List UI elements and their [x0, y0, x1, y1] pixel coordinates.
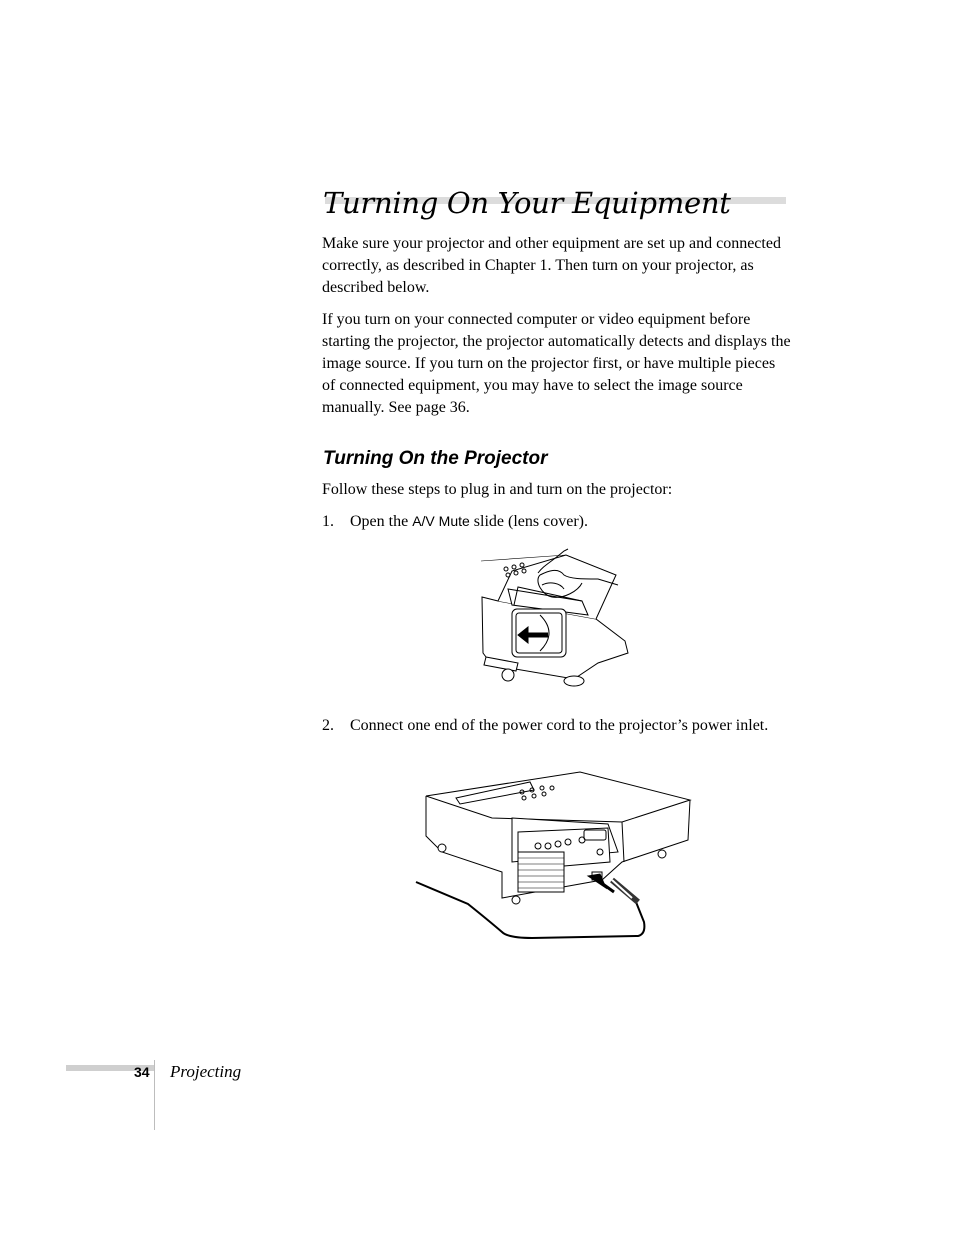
step-1	[322, 510, 802, 533]
section-heading: Turning On the Projector	[323, 448, 548, 469]
step-text: Open the	[350, 513, 413, 530]
section-name: Projecting	[170, 1062, 242, 1081]
power-cord-illustration	[412, 752, 694, 942]
step-number: 1.	[322, 513, 334, 530]
step-2	[322, 715, 802, 737]
step-number: 2.	[322, 717, 334, 734]
control-name: A/V Mute	[412, 513, 470, 529]
footer-divider	[154, 1060, 155, 1130]
intro-paragraph-1: Make sure your projector and other equipment are set up and connected correctly, as described in Chapter 1. Then turn on your projector, as described below.	[322, 235, 781, 296]
intro-paragraph-2: If you turn on your connected computer or video equipment before starting the projector, the projector automatically detects and displays the image source. If you turn on the projector first, or have multiple pieces of connected equipment, you may have to select the image source manually. See page 36.	[322, 311, 791, 416]
page-title: Turning On Your Equipment	[323, 186, 731, 220]
lens-cover-illustration	[478, 545, 634, 690]
step-text: Connect one end of the power cord to the projector’s power inlet.	[350, 717, 769, 734]
step-text: slide (lens cover).	[469, 513, 588, 530]
page-number: 34	[134, 1064, 150, 1080]
lead-paragraph: Follow these steps to plug in and turn on the projector:	[322, 481, 673, 498]
